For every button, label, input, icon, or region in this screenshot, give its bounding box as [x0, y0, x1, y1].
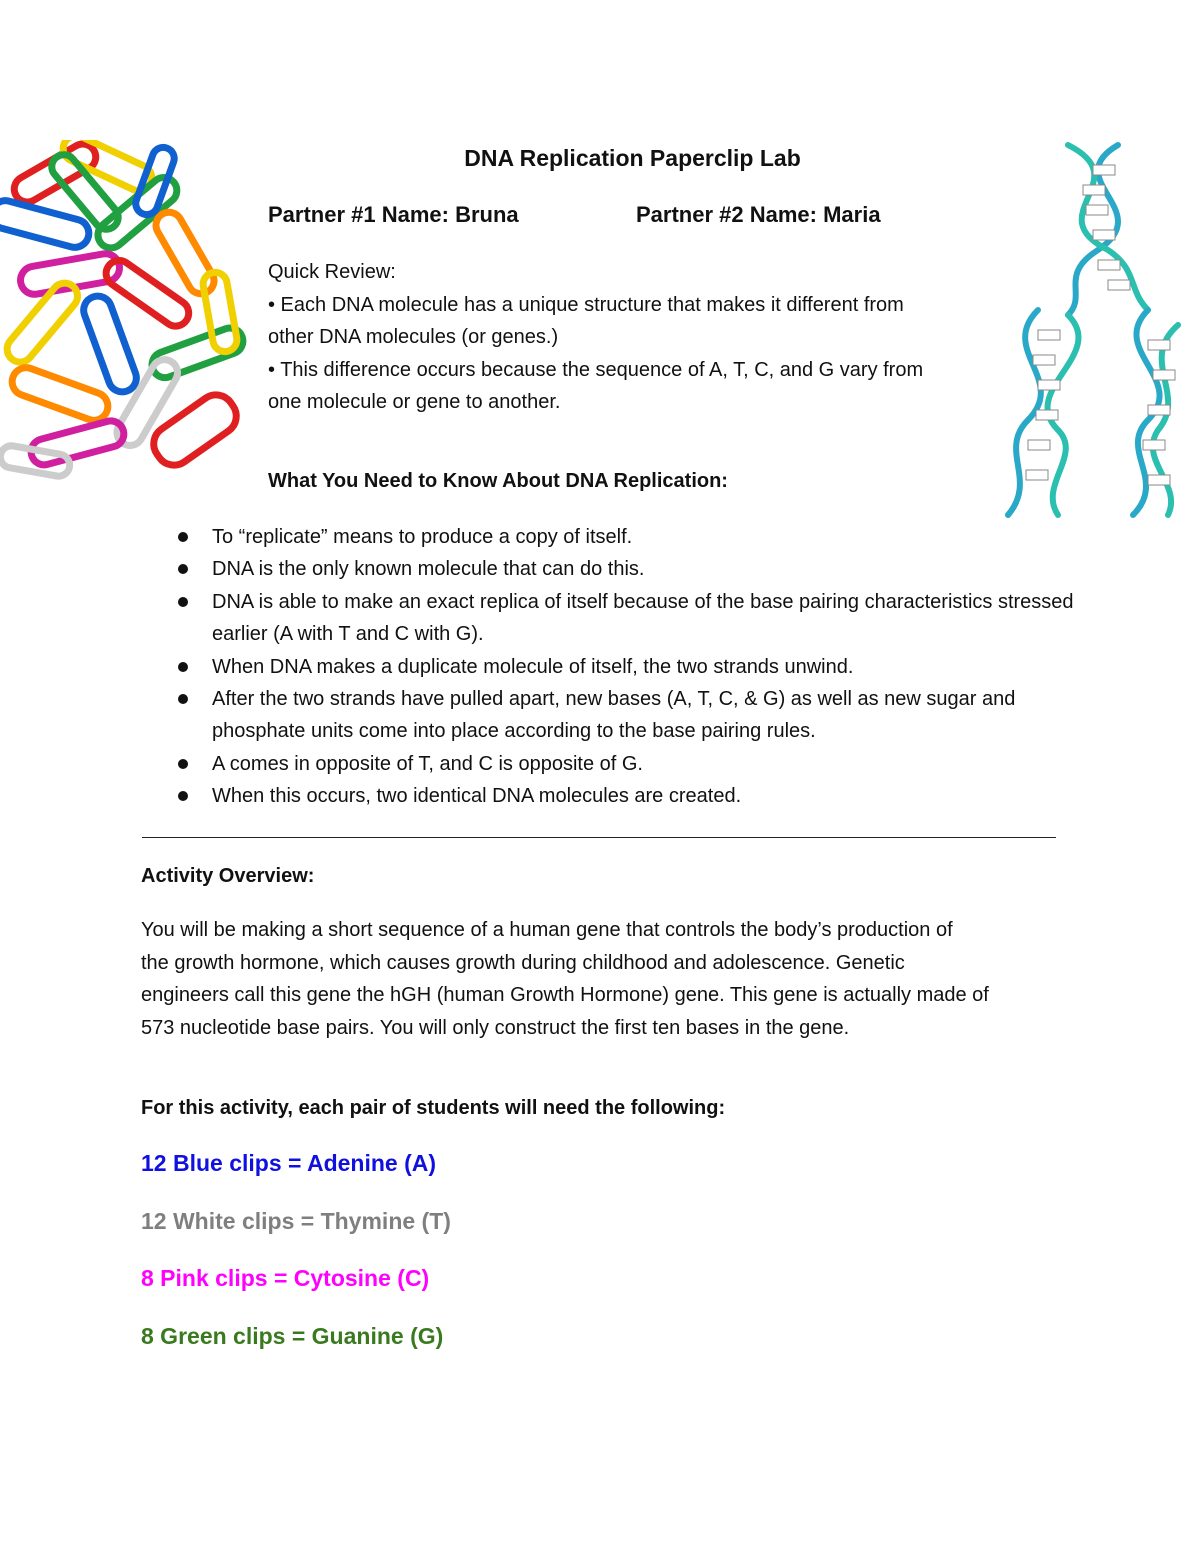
partner-2-name: Partner #2 Name: Maria — [636, 202, 881, 227]
quick-review-line: • This difference occurs because the sequence of A, T, C, and G vary from — [268, 358, 924, 381]
list-item: When this occurs, two identical DNA molecules are created. — [176, 780, 1076, 812]
activity-overview-text — [141, 914, 1071, 1044]
quick-review-line: other DNA molecules (or genes.) — [268, 326, 559, 349]
blue-clips-adenine: 12 Blue clips = Adenine (A) — [141, 1150, 437, 1176]
materials-heading: For this activity, each pair of students will need the following: — [141, 1097, 726, 1119]
partner-1-name: Partner #1 Name: Bruna — [268, 202, 519, 227]
quick-review-line: • Each DNA molecule has a unique structure that makes it different from — [268, 293, 904, 316]
bullet-icon — [178, 564, 188, 574]
quick-review-heading: Quick Review: — [268, 261, 396, 283]
overview-line: the growth hormone, which causes growth during childhood and adolescence. Genetic — [141, 951, 905, 974]
bullet-icon — [178, 532, 188, 542]
pink-clips-cytosine: 8 Pink clips = Cytosine (C) — [141, 1265, 430, 1291]
bullet-icon — [178, 791, 188, 801]
need-to-know-heading: What You Need to Know About DNA Replication: — [268, 470, 728, 492]
list-item: To “replicate” means to produce a copy of itself. — [176, 521, 1076, 553]
quick-review-line: one molecule or gene to another. — [268, 391, 561, 414]
overview-line: engineers call this gene the hGH (human Growth Hormone) gene. This gene is actually made of — [141, 984, 989, 1007]
need-to-know-list — [176, 521, 1076, 813]
bullet-icon — [178, 759, 188, 769]
bullet-icon — [178, 597, 188, 607]
list-item: A comes in opposite of T, and C is opposite of G. — [176, 748, 1076, 780]
list-item: DNA is able to make an exact replica of itself because of the base pairing characteristics stressed earlier (A with T and C with G). — [176, 586, 1076, 651]
dna-helix-replication-image — [998, 140, 1190, 520]
green-clips-guanine: 8 Green clips = Guanine (G) — [141, 1323, 444, 1349]
white-clips-thymine: 12 White clips = Thymine (T) — [141, 1208, 451, 1234]
bullet-icon — [178, 694, 188, 704]
quick-review-section — [268, 256, 988, 419]
bullet-icon — [178, 662, 188, 672]
overview-line: 573 nucleotide base pairs. You will only construct the first ten bases in the gene. — [141, 1016, 850, 1039]
section-divider — [142, 837, 1056, 838]
activity-overview-heading: Activity Overview: — [141, 865, 315, 887]
overview-line: You will be making a short sequence of a human gene that controls the body’s production of — [141, 919, 953, 941]
list-item: DNA is the only known molecule that can do this. — [176, 553, 1076, 585]
list-item: When DNA makes a duplicate molecule of itself, the two strands unwind. — [176, 651, 1076, 683]
list-item: After the two strands have pulled apart, new bases (A, T, C, & G) as well as new sugar and phosphate units come into place according to the base pairing rules. — [176, 683, 1076, 748]
paperclip-pile-image — [0, 140, 270, 485]
page-title: DNA Replication Paperclip Lab — [464, 145, 801, 171]
